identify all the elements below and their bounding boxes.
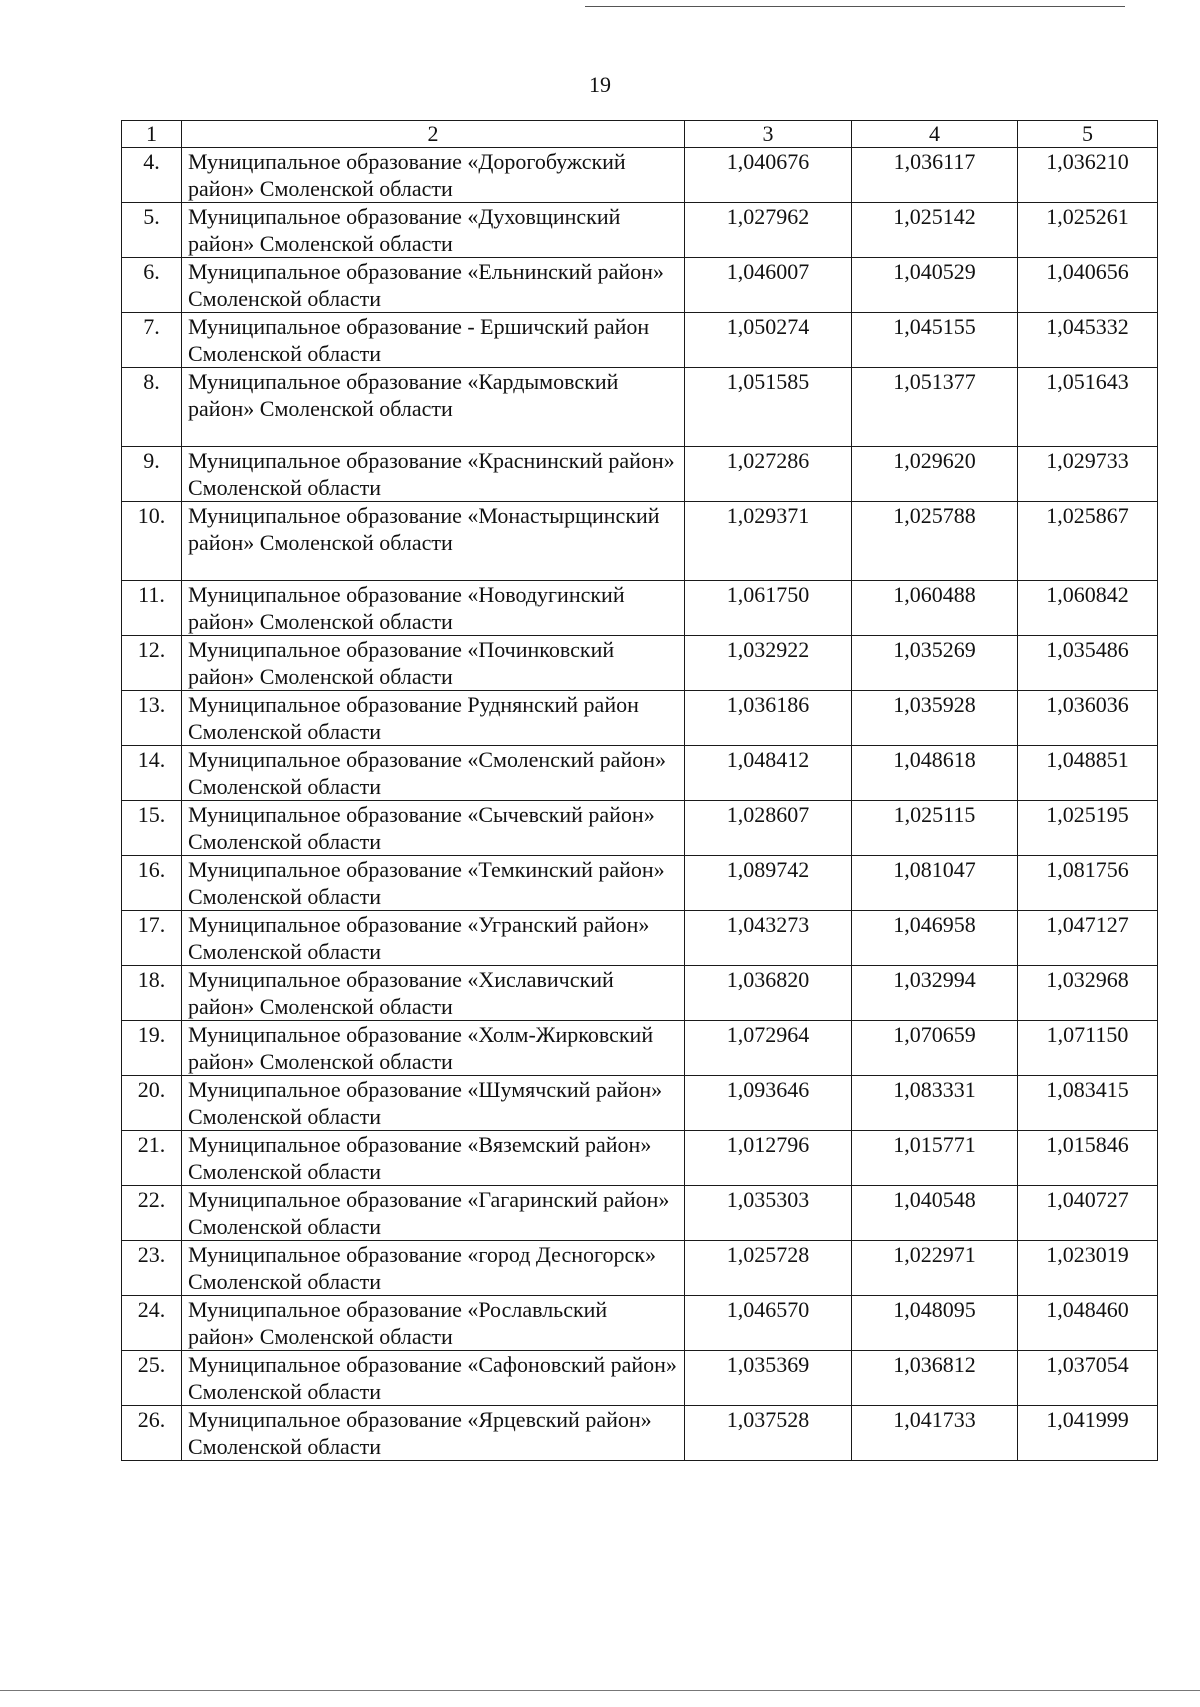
value-col-5: 1,041999 (1018, 1406, 1158, 1461)
value-col-5: 1,040656 (1018, 258, 1158, 313)
value-col-3: 1,028607 (685, 801, 852, 856)
row-number: 8. (122, 368, 182, 447)
row-number: 17. (122, 911, 182, 966)
row-number: 26. (122, 1406, 182, 1461)
value-col-5: 1,048460 (1018, 1296, 1158, 1351)
municipality-name: Муниципальное образование «Сычевский район» Смоленской области (182, 801, 685, 856)
table-row (122, 801, 1158, 856)
coefficients-table (121, 120, 1158, 1461)
value-col-5: 1,051643 (1018, 368, 1158, 447)
municipality-name: Муниципальное образование «Гагаринский район» Смоленской области (182, 1186, 685, 1241)
row-number: 23. (122, 1241, 182, 1296)
value-col-4: 1,036812 (852, 1351, 1018, 1406)
table-row (122, 636, 1158, 691)
value-col-3: 1,036820 (685, 966, 852, 1021)
table-row (122, 1406, 1158, 1461)
value-col-5: 1,025195 (1018, 801, 1158, 856)
table-row (122, 368, 1158, 447)
value-col-5: 1,035486 (1018, 636, 1158, 691)
value-col-3: 1,027962 (685, 203, 852, 258)
value-col-4: 1,083331 (852, 1076, 1018, 1131)
municipality-name: Муниципальное образование «Ельнинский район» Смоленской области (182, 258, 685, 313)
row-number: 6. (122, 258, 182, 313)
municipality-name: Муниципальное образование «Смоленский район» Смоленской области (182, 746, 685, 801)
value-col-3: 1,061750 (685, 581, 852, 636)
value-col-4: 1,060488 (852, 581, 1018, 636)
table-row (122, 447, 1158, 502)
row-number: 21. (122, 1131, 182, 1186)
value-col-5: 1,045332 (1018, 313, 1158, 368)
municipality-name: Муниципальное образование - Ершичский район Смоленской области (182, 313, 685, 368)
value-col-5: 1,071150 (1018, 1021, 1158, 1076)
header-col-1: 1 (122, 121, 182, 148)
value-col-3: 1,027286 (685, 447, 852, 502)
municipality-name: Муниципальное образование «Холм-Жирковский район» Смоленской области (182, 1021, 685, 1076)
table-row (122, 1296, 1158, 1351)
value-col-5: 1,036210 (1018, 148, 1158, 203)
value-col-3: 1,072964 (685, 1021, 852, 1076)
value-col-3: 1,093646 (685, 1076, 852, 1131)
value-col-5: 1,015846 (1018, 1131, 1158, 1186)
table-body (122, 148, 1158, 1461)
value-col-3: 1,043273 (685, 911, 852, 966)
table-row (122, 1186, 1158, 1241)
value-col-4: 1,041733 (852, 1406, 1018, 1461)
table-row (122, 691, 1158, 746)
value-col-4: 1,048095 (852, 1296, 1018, 1351)
value-col-3: 1,051585 (685, 368, 852, 447)
table-row (122, 313, 1158, 368)
value-col-3: 1,046570 (685, 1296, 852, 1351)
value-col-4: 1,025115 (852, 801, 1018, 856)
municipality-name: Муниципальное образование Руднянский район Смоленской области (182, 691, 685, 746)
value-col-3: 1,032922 (685, 636, 852, 691)
table-row (122, 502, 1158, 581)
value-col-4: 1,051377 (852, 368, 1018, 447)
value-col-4: 1,015771 (852, 1131, 1018, 1186)
value-col-4: 1,070659 (852, 1021, 1018, 1076)
row-number: 24. (122, 1296, 182, 1351)
value-col-4: 1,025788 (852, 502, 1018, 581)
municipality-name: Муниципальное образование «Починковский район» Смоленской области (182, 636, 685, 691)
top-scan-rule (585, 6, 1125, 7)
value-col-5: 1,036036 (1018, 691, 1158, 746)
bottom-scan-rule (0, 1690, 1200, 1691)
table-row (122, 258, 1158, 313)
row-number: 9. (122, 447, 182, 502)
value-col-5: 1,025867 (1018, 502, 1158, 581)
value-col-4: 1,046958 (852, 911, 1018, 966)
table-header-row (122, 121, 1158, 148)
value-col-4: 1,040529 (852, 258, 1018, 313)
municipality-name: Муниципальное образование «Шумячский район» Смоленской области (182, 1076, 685, 1131)
value-col-4: 1,032994 (852, 966, 1018, 1021)
municipality-name: Муниципальное образование «Дорогобужский район» Смоленской области (182, 148, 685, 203)
row-number: 10. (122, 502, 182, 581)
value-col-5: 1,083415 (1018, 1076, 1158, 1131)
row-number: 5. (122, 203, 182, 258)
table-row (122, 911, 1158, 966)
value-col-4: 1,036117 (852, 148, 1018, 203)
value-col-5: 1,048851 (1018, 746, 1158, 801)
row-number: 22. (122, 1186, 182, 1241)
value-col-5: 1,060842 (1018, 581, 1158, 636)
value-col-3: 1,035303 (685, 1186, 852, 1241)
value-col-3: 1,035369 (685, 1351, 852, 1406)
municipality-name: Муниципальное образование «Ярцевский район» Смоленской области (182, 1406, 685, 1461)
header-col-3: 3 (685, 121, 852, 148)
row-number: 13. (122, 691, 182, 746)
municipality-name: Муниципальное образование «Новодугинский район» Смоленской области (182, 581, 685, 636)
value-col-4: 1,029620 (852, 447, 1018, 502)
municipality-name: Муниципальное образование «Угранский район» Смоленской области (182, 911, 685, 966)
row-number: 11. (122, 581, 182, 636)
table-row (122, 148, 1158, 203)
value-col-5: 1,047127 (1018, 911, 1158, 966)
row-number: 14. (122, 746, 182, 801)
table-row (122, 1076, 1158, 1131)
municipality-name: Муниципальное образование «Кардымовский район» Смоленской области (182, 368, 685, 447)
value-col-3: 1,012796 (685, 1131, 852, 1186)
table-row (122, 966, 1158, 1021)
table-row (122, 1131, 1158, 1186)
municipality-name: Муниципальное образование «Темкинский район» Смоленской области (182, 856, 685, 911)
table-row (122, 203, 1158, 258)
table-row (122, 856, 1158, 911)
row-number: 7. (122, 313, 182, 368)
value-col-4: 1,022971 (852, 1241, 1018, 1296)
value-col-5: 1,040727 (1018, 1186, 1158, 1241)
municipality-name: Муниципальное образование «город Десногорск» Смоленской области (182, 1241, 685, 1296)
value-col-5: 1,029733 (1018, 447, 1158, 502)
value-col-3: 1,025728 (685, 1241, 852, 1296)
table-row (122, 1241, 1158, 1296)
table-row (122, 1021, 1158, 1076)
value-col-3: 1,046007 (685, 258, 852, 313)
value-col-3: 1,036186 (685, 691, 852, 746)
row-number: 12. (122, 636, 182, 691)
value-col-5: 1,037054 (1018, 1351, 1158, 1406)
row-number: 25. (122, 1351, 182, 1406)
header-col-5: 5 (1018, 121, 1158, 148)
value-col-5: 1,081756 (1018, 856, 1158, 911)
row-number: 4. (122, 148, 182, 203)
municipality-name: Муниципальное образование «Хиславичский район» Смоленской области (182, 966, 685, 1021)
value-col-5: 1,023019 (1018, 1241, 1158, 1296)
row-number: 19. (122, 1021, 182, 1076)
value-col-3: 1,029371 (685, 502, 852, 581)
value-col-3: 1,050274 (685, 313, 852, 368)
value-col-4: 1,040548 (852, 1186, 1018, 1241)
row-number: 18. (122, 966, 182, 1021)
page-number: 19 (589, 72, 611, 97)
value-col-4: 1,081047 (852, 856, 1018, 911)
municipality-name: Муниципальное образование «Монастырщинский район» Смоленской области (182, 502, 685, 581)
municipality-name: Муниципальное образование «Сафоновский район» Смоленской области (182, 1351, 685, 1406)
value-col-5: 1,032968 (1018, 966, 1158, 1021)
value-col-5: 1,025261 (1018, 203, 1158, 258)
row-number: 16. (122, 856, 182, 911)
value-col-4: 1,045155 (852, 313, 1018, 368)
row-number: 15. (122, 801, 182, 856)
value-col-4: 1,035928 (852, 691, 1018, 746)
municipality-name: Муниципальное образование «Духовщинский район» Смоленской области (182, 203, 685, 258)
value-col-4: 1,035269 (852, 636, 1018, 691)
municipality-name: Муниципальное образование «Краснинский район» Смоленской области (182, 447, 685, 502)
header-col-4: 4 (852, 121, 1018, 148)
value-col-3: 1,048412 (685, 746, 852, 801)
table-row (122, 746, 1158, 801)
table-row (122, 581, 1158, 636)
row-number: 20. (122, 1076, 182, 1131)
value-col-3: 1,040676 (685, 148, 852, 203)
value-col-4: 1,025142 (852, 203, 1018, 258)
header-col-2: 2 (182, 121, 685, 148)
table-row (122, 1351, 1158, 1406)
value-col-3: 1,089742 (685, 856, 852, 911)
value-col-4: 1,048618 (852, 746, 1018, 801)
municipality-name: Муниципальное образование «Рославльский район» Смоленской области (182, 1296, 685, 1351)
municipality-name: Муниципальное образование «Вяземский район» Смоленской области (182, 1131, 685, 1186)
value-col-3: 1,037528 (685, 1406, 852, 1461)
